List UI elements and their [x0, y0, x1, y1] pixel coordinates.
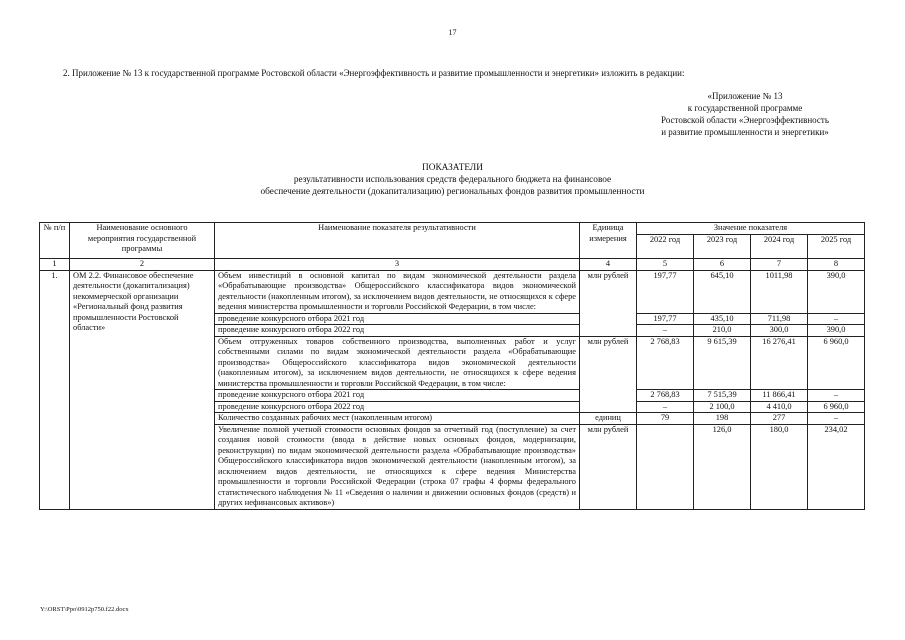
indicators-table — [39, 222, 865, 510]
value-2025: – — [808, 313, 865, 325]
indicator-name: проведение конкурсного отбора 2022 год — [215, 401, 580, 413]
value-2025: 390,0 — [808, 325, 865, 337]
appendix-line: к государственной программе — [687, 103, 803, 113]
value-2022: 79 — [637, 413, 694, 425]
table-row — [40, 270, 865, 313]
col-number: 6 — [694, 259, 751, 271]
value-2022: 2 768,83 — [637, 336, 694, 390]
title-line: результативности использования средств федерального бюджета на финансовое — [293, 175, 612, 185]
value-2023: 9 615,39 — [694, 336, 751, 390]
appendix-reference — [625, 90, 865, 138]
unit-cell: млн рублей — [580, 424, 637, 509]
value-2022: 2 768,83 — [637, 390, 694, 402]
indicator-name: Объем инвестиций в основной капитал по видам экономической деятельности раздела «Обрабатывающие производства» Общероссийского классификатора видов экономической деятельности (накопленным итогом), за исключением видов деятельности, не относящихся к сфере ведения министерства промышленности и торговли Российской Федерации, в том числе: — [215, 270, 580, 313]
value-2025: 6 960,0 — [808, 401, 865, 413]
header-year-2025: 2025 год — [808, 235, 865, 259]
appendix-line: и развитие промышленности и энергетики» — [661, 127, 829, 137]
value-2025: – — [808, 390, 865, 402]
value-2023: 210,0 — [694, 325, 751, 337]
header-year-2024: 2024 год — [751, 235, 808, 259]
value-2023: 198 — [694, 413, 751, 425]
col-number: 4 — [580, 259, 637, 271]
value-2023: 435,10 — [694, 313, 751, 325]
value-2022: 197,77 — [637, 270, 694, 313]
indicator-name: проведение конкурсного отбора 2021 год — [215, 390, 580, 402]
value-2025: 390,0 — [808, 270, 865, 313]
value-2023: 2 100,0 — [694, 401, 751, 413]
value-2024: 4 410,0 — [751, 401, 808, 413]
indicator-name: Объем отгруженных товаров собственного производства, выполненных работ и услуг собственными силами по видам экономической деятельности раздела «Обрабатывающие производства» Общероссийского классификатора видов экономической деятельности (накопленным итогом), за исключением видов деятельности, не относящихся к сфере ведения министерства промышленности и торговли Российской Федерации, в том числе: — [215, 336, 580, 390]
unit-cell — [580, 325, 637, 337]
title-line: обеспечение деятельности (докапитализацию) региональных фондов развития промышленности — [260, 187, 645, 197]
unit-cell — [580, 390, 637, 402]
value-2025: 234,02 — [808, 424, 865, 509]
intro-paragraph: 2. Приложение № 13 к государственной программе Ростовской области «Энергоэффективность и развитие промышленности и энергетики» изложить в редакции: — [63, 68, 685, 78]
value-2022: 197,77 — [637, 313, 694, 325]
header-year-2022: 2022 год — [637, 235, 694, 259]
file-path-footer: Y:\ORST\Ppo\0912p750.f22.docx — [40, 606, 129, 613]
value-2025: 6 960,0 — [808, 336, 865, 390]
value-2023: 7 515,39 — [694, 390, 751, 402]
document-title — [0, 162, 905, 198]
value-2022 — [637, 424, 694, 509]
header-num: № п/п — [40, 223, 70, 259]
value-2024: 711,98 — [751, 313, 808, 325]
value-2024: 300,0 — [751, 325, 808, 337]
col-number: 7 — [751, 259, 808, 271]
event-name: ОМ 2.2. Финансовое обеспечение деятельности (докапитализация) некоммерческой организации «Региональный фонд развития промышленности Ростовской области» — [70, 270, 215, 509]
col-number: 3 — [215, 259, 580, 271]
header-value-group: Значение показателя — [637, 223, 865, 235]
header-event: Наименование основного мероприятия государственной программы — [70, 223, 215, 259]
value-2024: 180,0 — [751, 424, 808, 509]
unit-cell: млн рублей — [580, 270, 637, 313]
header-unit: Единица измерения — [580, 223, 637, 259]
value-2024: 277 — [751, 413, 808, 425]
header-indicator: Наименование показателя результативности — [215, 223, 580, 259]
indicator-name: проведение конкурсного отбора 2022 год — [215, 325, 580, 337]
value-2024: 16 276,41 — [751, 336, 808, 390]
col-number: 5 — [637, 259, 694, 271]
value-2023: 126,0 — [694, 424, 751, 509]
value-2024: 1011,98 — [751, 270, 808, 313]
value-2023: 645,10 — [694, 270, 751, 313]
unit-cell: млн рублей — [580, 336, 637, 390]
col-number: 1 — [40, 259, 70, 271]
value-2022: – — [637, 325, 694, 337]
unit-cell — [580, 401, 637, 413]
value-2022: – — [637, 401, 694, 413]
page-number: 17 — [448, 28, 457, 37]
value-2024: 11 866,41 — [751, 390, 808, 402]
col-number: 2 — [70, 259, 215, 271]
col-number: 8 — [808, 259, 865, 271]
value-2025: – — [808, 413, 865, 425]
appendix-line: Ростовской области «Энергоэффективность — [661, 115, 829, 125]
indicator-name: Увеличение полной учетной стоимости основных фондов за отчетный год (поступление) за счет создания новой стоимости (ввода в действие новых основных фондов, модернизации, реконструкции) по видам экономической деятельности раздела «Обрабатывающие производства» Общероссийского классификатора видов экономической деятельности (накопленным итогом), за исключением видов деятельности, не относящихся к сфере ведения Министерства промышленности и торговли Российской Федерации (строка 07 графы 4 формы федерального статистического наблюдения № 11 «Сведения о наличии и движении основных фондов (средств) и других нефинансовых активов») — [215, 424, 580, 509]
appendix-line: «Приложение № 13 — [707, 91, 783, 101]
title-heading: ПОКАЗАТЕЛИ — [422, 163, 483, 173]
unit-cell: единиц — [580, 413, 637, 425]
header-year-2023: 2023 год — [694, 235, 751, 259]
indicator-name: Количество созданных рабочих мест (накопленным итогом) — [215, 413, 580, 425]
indicator-name: проведение конкурсного отбора 2021 год — [215, 313, 580, 325]
unit-cell — [580, 313, 637, 325]
row-number: 1. — [40, 270, 70, 509]
